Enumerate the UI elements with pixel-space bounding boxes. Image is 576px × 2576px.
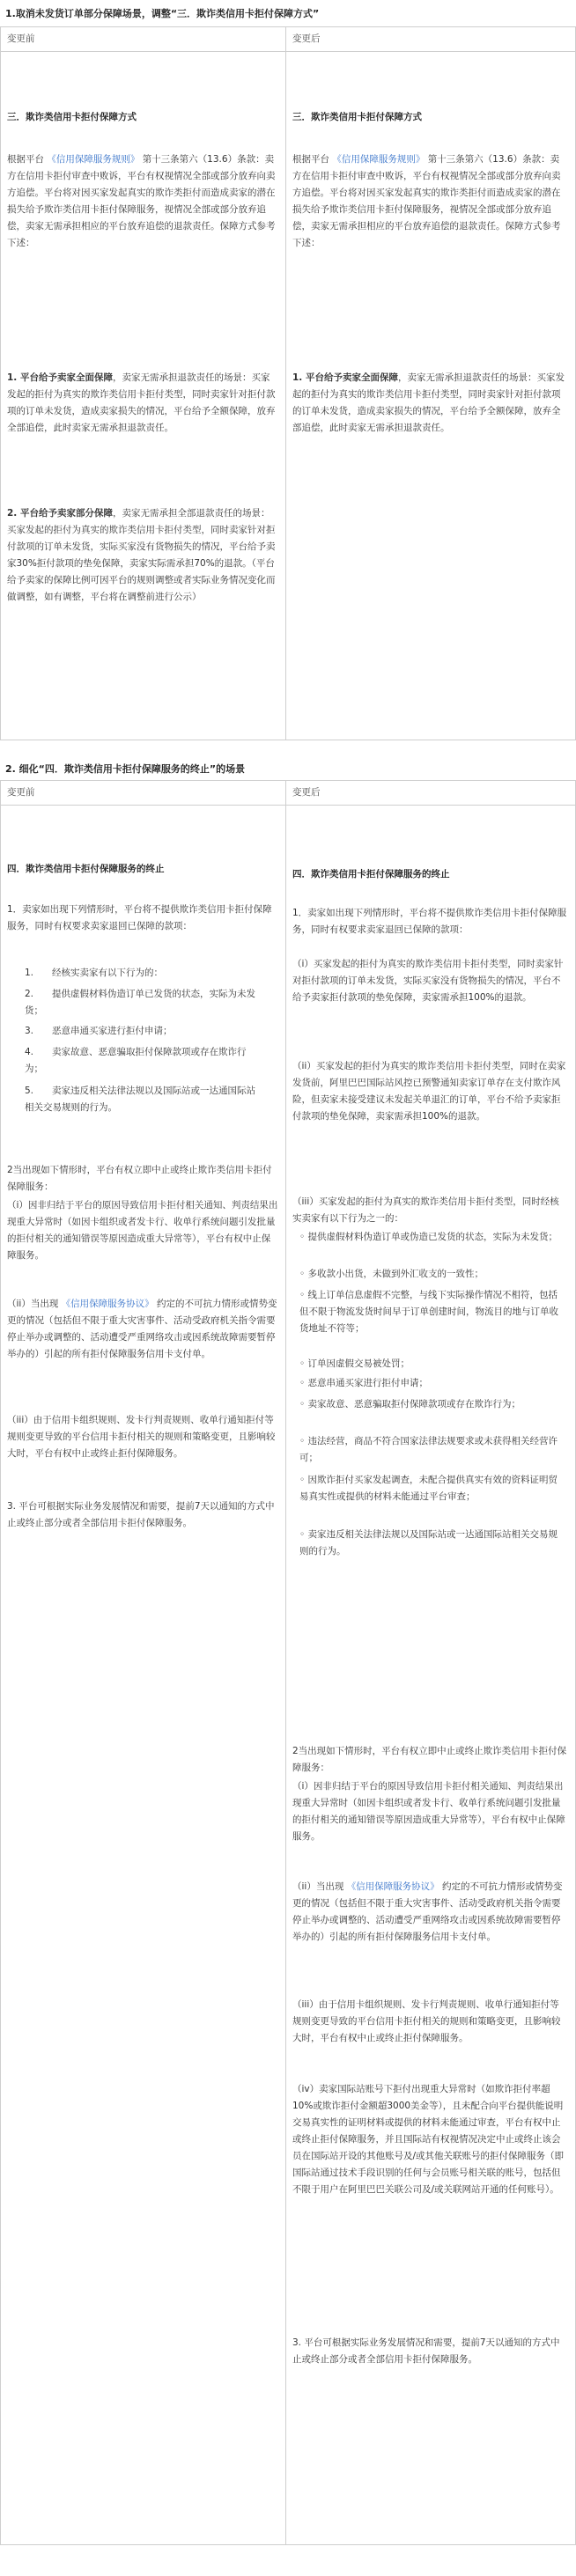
after-p2-ii-b: 约定的不可抗力情形或情势变更的情况（包括但不限于重大灾害事件、活动受政府机关指令需要停止举办或调整的、活动遭受严重网络攻击或因系统故障需要暂停举办的）引起的所有拒付保障服务信用卡支付单。 bbox=[292, 1881, 563, 1942]
after-case-ii: （ii）买家发起的拒付为真实的欺诈类信用卡拒付类型，同时在卖家发货前，阿里巴巴国际站风控已预警通知卖家订单存在支付欺诈风险，但卖家未接受建议未发起关单退汇的订单，平台不给予卖家拒付款项的垫免保障，卖家需承担100%的退款。 bbox=[292, 1061, 566, 1122]
before-point-1-text: ，卖家无需承担退款责任的场景：买家发起的拒付为真实的欺诈类信用卡拒付类型，同时卖家针对拒付款项的订单未发货，造成卖家损失的情况，平台给予全额保障，放弃全部追偿，此时卖家无需承担退款责任。 bbox=[7, 372, 276, 433]
divider bbox=[0, 51, 576, 52]
before-point-2-text: ，卖家无需承担全部退款责任的场景：买家发起的拒付为真实的欺诈类信用卡拒付类型，同时卖家针对拒付款项的订单未发货，实际买家没有货物损失的情况，平台给予卖家30%拒付款项的垫免保障，卖家实际需承担70%的退款。（平台给予卖家的保障比例可因平台的规则调整或者实际业务情况变化而做调整，如有调整，平台将在调整前进行公示） bbox=[7, 508, 276, 602]
after-p2-ii-a: （ii）当出现 bbox=[292, 1881, 344, 1892]
before-point-1-bold: 1. 平台给予卖家全面保障 bbox=[7, 372, 113, 383]
after-intro-b: 第十三条第六（13.6）条款：卖方在信用卡拒付审查中败诉，平台有权视情况全部或部分放弃向卖方追偿。平台将对因买家发起真实的欺诈类拒付而造成卖家的潜在损失给予欺诈类信用卡拒付保障服务，视情况全部或部分放弃追偿，卖家无需承担相应的平台放弃追偿的退款责任。保障方式参考下述： bbox=[292, 154, 561, 248]
list-item: ◦ 恶意串通买家进行拒付申请； bbox=[299, 1378, 429, 1388]
service-rules-link[interactable]: 《信用保障服务规则》 bbox=[332, 154, 425, 165]
before-heading: 三．欺诈类信用卡拒付保障方式 bbox=[7, 112, 137, 122]
service-agreement-link[interactable]: 《信用保障服务协议》 bbox=[346, 1881, 439, 1892]
divider bbox=[0, 780, 1, 2544]
divider bbox=[0, 2544, 576, 2545]
divider bbox=[0, 26, 1, 740]
list-item: ◦ 订单因虚假交易被处罚； bbox=[299, 1358, 410, 1369]
after-label: 变更后 bbox=[292, 33, 321, 44]
after-p2-i: （i）因非归结于平台的原因导致信用卡拒付相关通知、判责结果出现重大异常时（如因卡组织或者发卡行、收单行系统问题引发批量的拒付相关的通知错误等原因造成重大异常等），平台有权中止保障服务。 bbox=[292, 1781, 565, 1842]
divider bbox=[0, 805, 576, 806]
before-label: 变更前 bbox=[7, 787, 35, 798]
list-item: 1. 经核实卖家有以下行为的： bbox=[25, 968, 164, 978]
divider bbox=[0, 780, 576, 781]
after-p2-iii: （iii）由于信用卡组织规则、发卡行判责规则、收单行通知拒付等规则变更导致的平台信用卡拒付相关的规则和策略变更，且影响较大时，平台有权中止或终止拒付保障服务。 bbox=[292, 1999, 561, 2043]
list-item: 3. 恶意串通买家进行拒付申请； bbox=[25, 1026, 173, 1036]
before-p2-ii-b: 约定的不可抗力情形或情势变更的情况（包括但不限于重大灾害事件、活动受政府机关指令需要停止举办或调整的、活动遭受严重网络攻击或因系统故障需要暂停举办的）引起的所有拒付保障服务信用卡支付单。 bbox=[7, 1299, 277, 1359]
before-point-2 bbox=[7, 505, 278, 606]
after-point-1 bbox=[292, 370, 567, 437]
before-label: 变更前 bbox=[7, 33, 35, 44]
after-p2-iv: （iv）卖家国际站账号下拒付出现重大异常时（如欺诈拒付率超10%或欺诈拒付金额超3000美金等），且未配合向平台提供能说明交易真实性的证明材料或提供的材料未能通过审查，平台有权中止或终止拒付保障服务，并且国际站有权视情况决定中止或终止该会员在国际站开设的其他账号及/或其他关联账号的拒付保障服务（即国际站通过技术手段识别的任何与会员账号相关联的账号，包括但不限于用户在阿里巴巴关联公司及/或关联网站开通的任何账号）。 bbox=[292, 2084, 565, 2195]
before-point-1 bbox=[7, 370, 278, 437]
column-divider bbox=[285, 780, 286, 2544]
after-p2-ii bbox=[292, 1879, 567, 1946]
list-item: 5. 卖家违反相关法律法规以及国际站或一达通国际站相关交易规则的行为。 bbox=[25, 1086, 256, 1113]
before-p2-i: （i）因非归结于平台的原因导致信用卡拒付相关通知、判责结果出现重大异常时（如因卡组织或者发卡行、收单行系统问题引发批量的拒付相关的通知错误等原因造成重大异常等），平台有权中止保障服务。 bbox=[7, 1200, 278, 1261]
before-intro-b: 第十三条第六（13.6）条款：卖方在信用卡拒付审查中败诉，平台有权视情况全部或部分放弃向卖方追偿。平台将对因买家发起真实的欺诈类拒付而造成卖家的潜在损失给予欺诈类信用卡拒付保障服务，视情况全部或部分放弃追偿，卖家无需承担相应的平台放弃追偿的退款责任。保障方式参考下述： bbox=[7, 154, 276, 248]
section-1-title: 1.取消未发货订单部分保障场景，调整“三．欺诈类信用卡拒付保障方式” bbox=[5, 8, 320, 19]
before-p2-iii: （iii）由于信用卡组织规则、发卡行判责规则、收单行通知拒付等规则变更导致的平台信用卡拒付相关的规则和策略变更，且影响较大时，平台有权中止或终止拒付保障服务。 bbox=[7, 1415, 276, 1459]
column-divider bbox=[285, 26, 286, 740]
after-case-iii: （iii）买家发起的拒付为真实的欺诈类信用卡拒付类型，同时经核实卖家有以下行为之一的： bbox=[292, 1196, 559, 1224]
after-point-1-text: ，卖家无需承担退款责任的场景：买家发起的拒付为真实的欺诈类信用卡拒付类型，同时卖家针对拒付款项的订单未发货，造成卖家损失的情况，平台给予全额保障，放弃全部追偿，此时卖家无需承担退款责任。 bbox=[292, 372, 565, 433]
after-case-i: （i）买家发起的拒付为真实的欺诈类信用卡拒付类型，同时卖家针对拒付款项的订单未发货，实际买家没有货物损失的情况，平台不给予卖家拒付款项的垫免保障，卖家需承担100%的退款。 bbox=[292, 959, 564, 1003]
after-heading: 三．欺诈类信用卡拒付保障方式 bbox=[292, 112, 422, 122]
after-heading: 四．欺诈类信用卡拒付保障服务的终止 bbox=[292, 869, 450, 880]
service-agreement-link[interactable]: 《信用保障服务协议》 bbox=[61, 1299, 154, 1309]
after-intro: 1．卖家如出现下列情形时，平台将不提供欺诈类信用卡拒付保障服务，同时有权要求卖家退回已保障的款项： bbox=[292, 908, 567, 935]
before-point-2-bold: 2. 平台给予卖家部分保障 bbox=[7, 508, 113, 519]
before-intro bbox=[7, 151, 278, 252]
section-2-title: 2. 细化“四．欺诈类信用卡拒付保障服务的终止”的场景 bbox=[5, 763, 246, 775]
list-item: 2. 提供虚假材料伪造订单已发货的状态，实际为未发货； bbox=[25, 989, 256, 1016]
before-intro-a: 根据平台 bbox=[7, 154, 44, 165]
after-p2: 2当出现如下情形时，平台有权立即中止或终止欺诈类信用卡拒付保障服务： bbox=[292, 1746, 567, 1773]
before-heading: 四．欺诈类信用卡拒付保障服务的终止 bbox=[7, 864, 165, 874]
list-item: ◦ 违法经营，商品不符合国家法律法规要求或未获得相关经营许可； bbox=[299, 1436, 558, 1463]
after-intro-a: 根据平台 bbox=[292, 154, 329, 165]
list-item: 4. 卖家故意、恶意骗取拒付保障款项或存在欺诈行为； bbox=[25, 1047, 247, 1074]
list-item: ◦ 因欺诈拒付买家发起调查，未配合提供真实有效的资料证明贸易真实性或提供的材料未能通过平台审查； bbox=[299, 1475, 558, 1502]
after-label: 变更后 bbox=[292, 787, 321, 798]
before-intro: 1．卖家如出现下列情形时，平台将不提供欺诈类信用卡拒付保障服务，同时有权要求卖家退回已保障的款项： bbox=[7, 904, 272, 931]
list-item: ◦ 卖家故意、恶意骗取拒付保障款项或存在欺诈行为； bbox=[299, 1399, 521, 1409]
service-rules-link[interactable]: 《信用保障服务规则》 bbox=[47, 154, 140, 165]
before-p2: 2当出现如下情形时，平台有权立即中止或终止欺诈类信用卡拒付保障服务： bbox=[7, 1165, 272, 1192]
after-intro bbox=[292, 151, 567, 252]
list-item: ◦ 多收款小出货，未做到外汇收支的一致性； bbox=[299, 1269, 484, 1279]
after-p3: 3. 平台可根据实际业务发展情况和需要，提前7天以通知的方式中止或终止部分或者全部信用卡拒付保障服务。 bbox=[292, 2337, 560, 2365]
before-p2-ii bbox=[7, 1296, 278, 1363]
divider bbox=[0, 26, 576, 27]
after-point-1-bold: 1. 平台给予卖家全面保障 bbox=[292, 372, 398, 383]
list-item: ◦ 提供虚假材料伪造订单或伪造已发货的状态，实际为未发货； bbox=[299, 1232, 558, 1242]
list-item: ◦ 线上订单信息虚假不完整，与线下实际操作情况不相符，包括但不限于物流发货时间早于订单创建时间，物流目的地与订单收货地址不符等； bbox=[299, 1290, 558, 1334]
before-p3: 3. 平台可根据实际业务发展情况和需要，提前7天以通知的方式中止或终止部分或者全部信用卡拒付保障服务。 bbox=[7, 1501, 275, 1528]
list-item: ◦ 卖家违反相关法律法规以及国际站或一达通国际站相关交易规则的行为。 bbox=[299, 1529, 558, 1557]
before-p2-ii-a: （ii）当出现 bbox=[7, 1299, 59, 1309]
